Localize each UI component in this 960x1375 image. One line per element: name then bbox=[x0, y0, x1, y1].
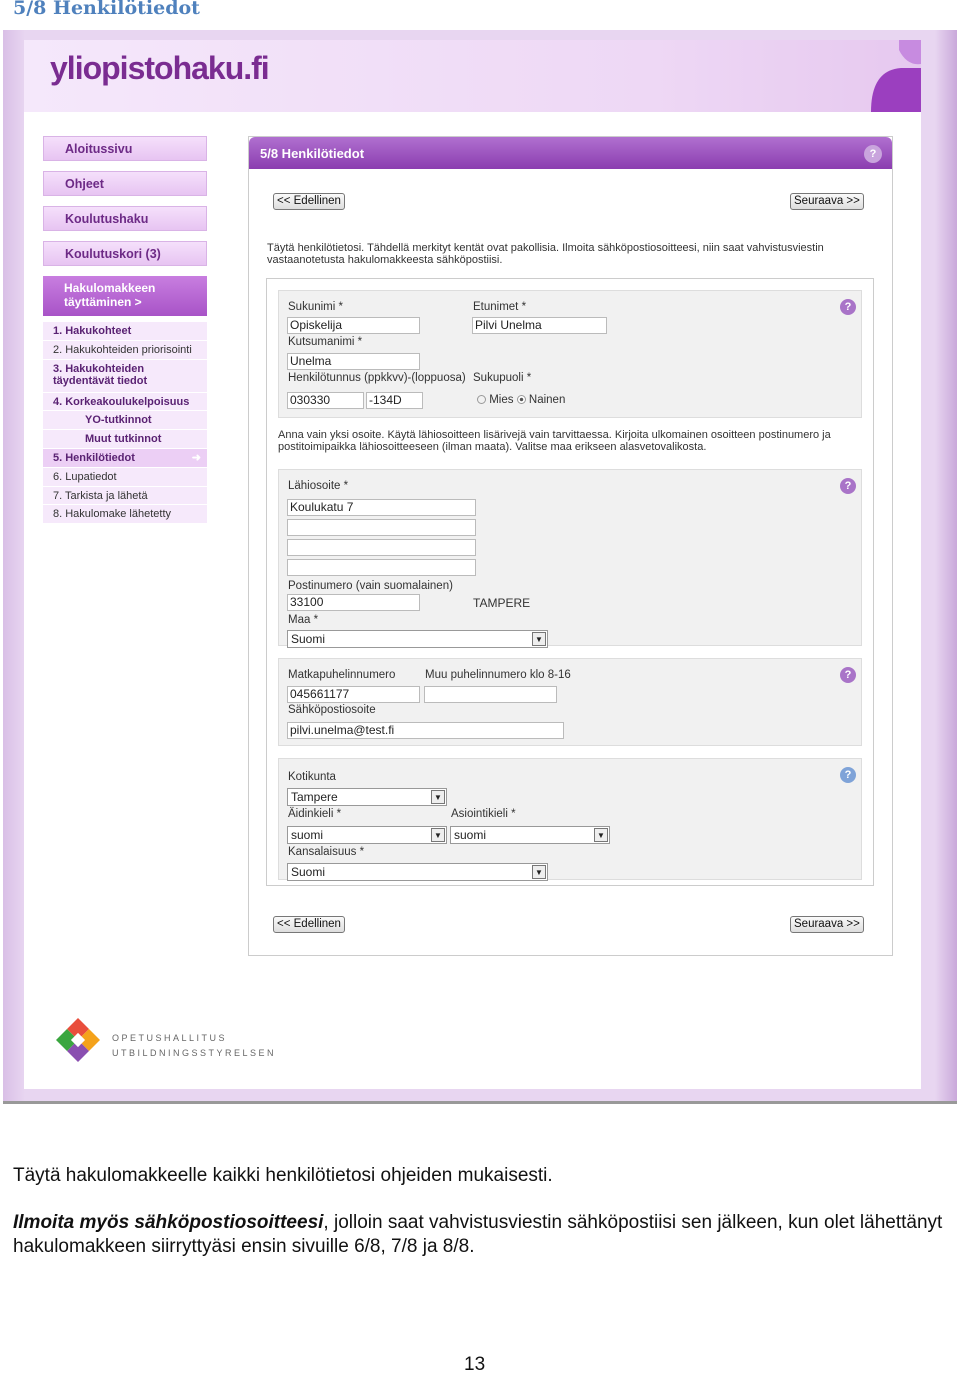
nav-step-muut[interactable]: Muut tutkinnot bbox=[43, 430, 207, 449]
kotikunta-value: Tampere bbox=[291, 790, 338, 804]
lahiosoite-input-4[interactable] bbox=[287, 559, 476, 576]
chevron-down-icon: ▼ bbox=[532, 865, 546, 879]
arrow-right-icon: ➜ bbox=[191, 451, 201, 464]
paragraph-2-emphasis: Ilmoita myös sähköpostiosoitteesi bbox=[13, 1212, 324, 1233]
footer-logo-line-2: UTBILDNINGSSTYRELSEN bbox=[112, 1048, 277, 1058]
footer-logo-text bbox=[112, 1031, 276, 1061]
document-paragraph-1: Täytä hakulomakkeelle kaikki henkilötietosi ohjeiden mukaisesti. bbox=[13, 1165, 553, 1186]
radio-nainen[interactable] bbox=[517, 395, 526, 404]
kansalaisuus-select[interactable] bbox=[287, 863, 548, 881]
radio-mies[interactable] bbox=[477, 395, 486, 404]
postinumero-input[interactable]: 33100 bbox=[287, 594, 420, 611]
maa-value: Suomi bbox=[291, 632, 326, 646]
paragraph-2-text: , jolloin saat vahvistusviestin sähköpostiisi sen jälkeen, kun olet lähettänyt hakulomakkeen siirryttyäsi ensin sivuille 6/8, 7/8 ja 8/8. bbox=[13, 1212, 943, 1257]
chevron-down-icon: ▼ bbox=[532, 632, 546, 646]
maa-label: Maa * bbox=[288, 614, 319, 626]
screenshot-frame bbox=[3, 30, 957, 1104]
fieldset-name bbox=[278, 290, 862, 418]
help-icon[interactable]: ? bbox=[840, 667, 856, 683]
page-number: 13 bbox=[464, 1354, 486, 1375]
address-note: Anna vain yksi osoite. Käytä lähiosoitteen lisärivejä vain tarvittaessa. Kirjoita ulkomainen osoitteen postinumero ja postitoimipaikka lähiosoitteeseen (ilman maata). Valitse maa erikseen alasvetovalikosta. bbox=[278, 429, 831, 453]
help-icon[interactable]: ? bbox=[840, 478, 856, 494]
form-panel bbox=[248, 136, 893, 956]
sukupuoli-label: Sukupuoli * bbox=[473, 372, 532, 384]
panel-title-bar bbox=[249, 137, 892, 169]
banner-decoration-icon bbox=[831, 40, 921, 112]
matkapuhelin-input[interactable]: 045661177 bbox=[287, 686, 420, 703]
maa-select[interactable] bbox=[287, 630, 548, 648]
nav-item-hakulomake[interactable]: Hakulomakkeen täyttäminen > bbox=[43, 276, 207, 316]
nav-step-4[interactable]: 4. Korkeakoulukelpoisuus bbox=[43, 393, 207, 412]
prev-button-bottom[interactable]: << Edellinen bbox=[273, 916, 345, 933]
mies-label: Mies bbox=[489, 394, 514, 406]
prev-button-top[interactable]: << Edellinen bbox=[273, 193, 345, 210]
hetu-input-2[interactable]: -134D bbox=[366, 392, 423, 409]
chevron-down-icon: ▼ bbox=[594, 828, 608, 842]
next-button-top[interactable]: Seuraava >> bbox=[790, 193, 864, 210]
chevron-down-icon: ▼ bbox=[431, 828, 445, 842]
nav-step-6[interactable]: 6. Lupatiedot bbox=[43, 468, 207, 487]
etunimet-input[interactable]: Pilvi Unelma bbox=[472, 317, 607, 334]
sukunimi-input[interactable]: Opiskelija bbox=[287, 317, 420, 334]
muu-puhelin-label: Muu puhelinnumero klo 8-16 bbox=[425, 669, 571, 681]
intro-text: Täytä henkilötietosi. Tähdellä merkityt kentät ovat pakollisia. Ilmoita sähköpostiosoitteesi, niin saat vahvistusviestin vastaanotetusta hakulomakkeesta sähköpostiisi. bbox=[267, 242, 824, 266]
nav-step-2[interactable]: 2. Hakukohteiden priorisointi bbox=[43, 341, 207, 360]
nav-step-1[interactable]: 1. Hakukohteet bbox=[43, 322, 207, 341]
nav-step-7[interactable]: 7. Tarkista ja lähetä bbox=[43, 487, 207, 506]
nav-item-aloitussivu[interactable]: Aloitussivu bbox=[43, 136, 207, 161]
aidinkieli-label: Äidinkieli * bbox=[288, 808, 342, 820]
nav-step-8[interactable]: 8. Hakulomake lähetetty bbox=[43, 505, 207, 524]
opetushallitus-logo-icon bbox=[56, 1018, 100, 1062]
lahiosoite-input[interactable]: Koulukatu 7 bbox=[287, 499, 476, 516]
gender-options bbox=[477, 394, 565, 406]
email-label: Sähköpostiosoite bbox=[288, 704, 376, 716]
kotikunta-select[interactable] bbox=[287, 788, 447, 806]
lahiosoite-label: Lähiosoite * bbox=[288, 480, 349, 492]
email-input[interactable]: pilvi.unelma@test.fi bbox=[287, 722, 564, 739]
document-paragraph-2 bbox=[13, 1211, 943, 1259]
kutsumanimi-input[interactable]: Unelma bbox=[287, 353, 420, 370]
nav-item-ohjeet[interactable]: Ohjeet bbox=[43, 171, 207, 196]
sidebar-nav bbox=[43, 136, 207, 524]
site-banner bbox=[24, 40, 921, 112]
site-logo[interactable]: yliopistohaku.fi bbox=[50, 50, 269, 86]
nav-step-5[interactable] bbox=[43, 449, 207, 468]
chevron-down-icon: ▼ bbox=[431, 790, 445, 804]
panel-title: 5/8 Henkilötiedot bbox=[260, 146, 365, 161]
kansalaisuus-value: Suomi bbox=[291, 865, 326, 879]
next-button-bottom[interactable]: Seuraava >> bbox=[790, 916, 864, 933]
document-heading: 5/8 Henkilötiedot bbox=[13, 0, 200, 19]
aidinkieli-select[interactable] bbox=[287, 826, 447, 844]
etunimet-label: Etunimet * bbox=[473, 301, 527, 313]
nav-step-3[interactable]: 3. Hakukohteiden täydentävät tiedot bbox=[43, 360, 207, 393]
postitoimipaikka: TAMPERE bbox=[473, 596, 531, 610]
asiointikieli-select[interactable] bbox=[450, 826, 610, 844]
asiointikieli-value: suomi bbox=[454, 828, 487, 842]
app-window bbox=[24, 40, 921, 1089]
asiointikieli-label: Asiointikieli * bbox=[451, 808, 516, 820]
nainen-label: Nainen bbox=[528, 394, 566, 406]
help-icon[interactable]: ? bbox=[840, 767, 856, 783]
sukunimi-label: Sukunimi * bbox=[288, 301, 343, 313]
nav-item-koulutuskori[interactable]: Koulutuskori (3) bbox=[43, 241, 207, 266]
hetu-input-1[interactable]: 030330 bbox=[287, 392, 364, 409]
fieldset-language bbox=[278, 758, 862, 880]
muu-puhelin-input[interactable] bbox=[424, 686, 557, 703]
lahiosoite-input-3[interactable] bbox=[287, 539, 476, 556]
footer-logo-line-1: OPETUSHALLITUS bbox=[112, 1033, 228, 1043]
matkapuhelin-label: Matkapuhelinnumero bbox=[288, 669, 396, 681]
help-icon[interactable]: ? bbox=[864, 145, 882, 163]
hetu-label: Henkilötunnus (ppkkvv)-(loppuosa) bbox=[288, 372, 466, 384]
kansalaisuus-label: Kansalaisuus * bbox=[288, 846, 365, 858]
nav-item-koulutushaku[interactable]: Koulutushaku bbox=[43, 206, 207, 231]
lahiosoite-input-2[interactable] bbox=[287, 519, 476, 536]
kutsumanimi-label: Kutsumanimi * bbox=[288, 336, 363, 348]
aidinkieli-value: suomi bbox=[291, 828, 324, 842]
postinumero-label: Postinumero (vain suomalainen) bbox=[288, 580, 453, 592]
help-icon[interactable]: ? bbox=[840, 299, 856, 315]
nav-step-yo[interactable]: YO-tutkinnot bbox=[43, 411, 207, 430]
fieldset-address bbox=[278, 469, 862, 646]
nav-step-5-label: 5. Henkilötiedot bbox=[53, 451, 135, 464]
kotikunta-label: Kotikunta bbox=[288, 771, 336, 783]
fieldset-contact bbox=[278, 658, 862, 746]
